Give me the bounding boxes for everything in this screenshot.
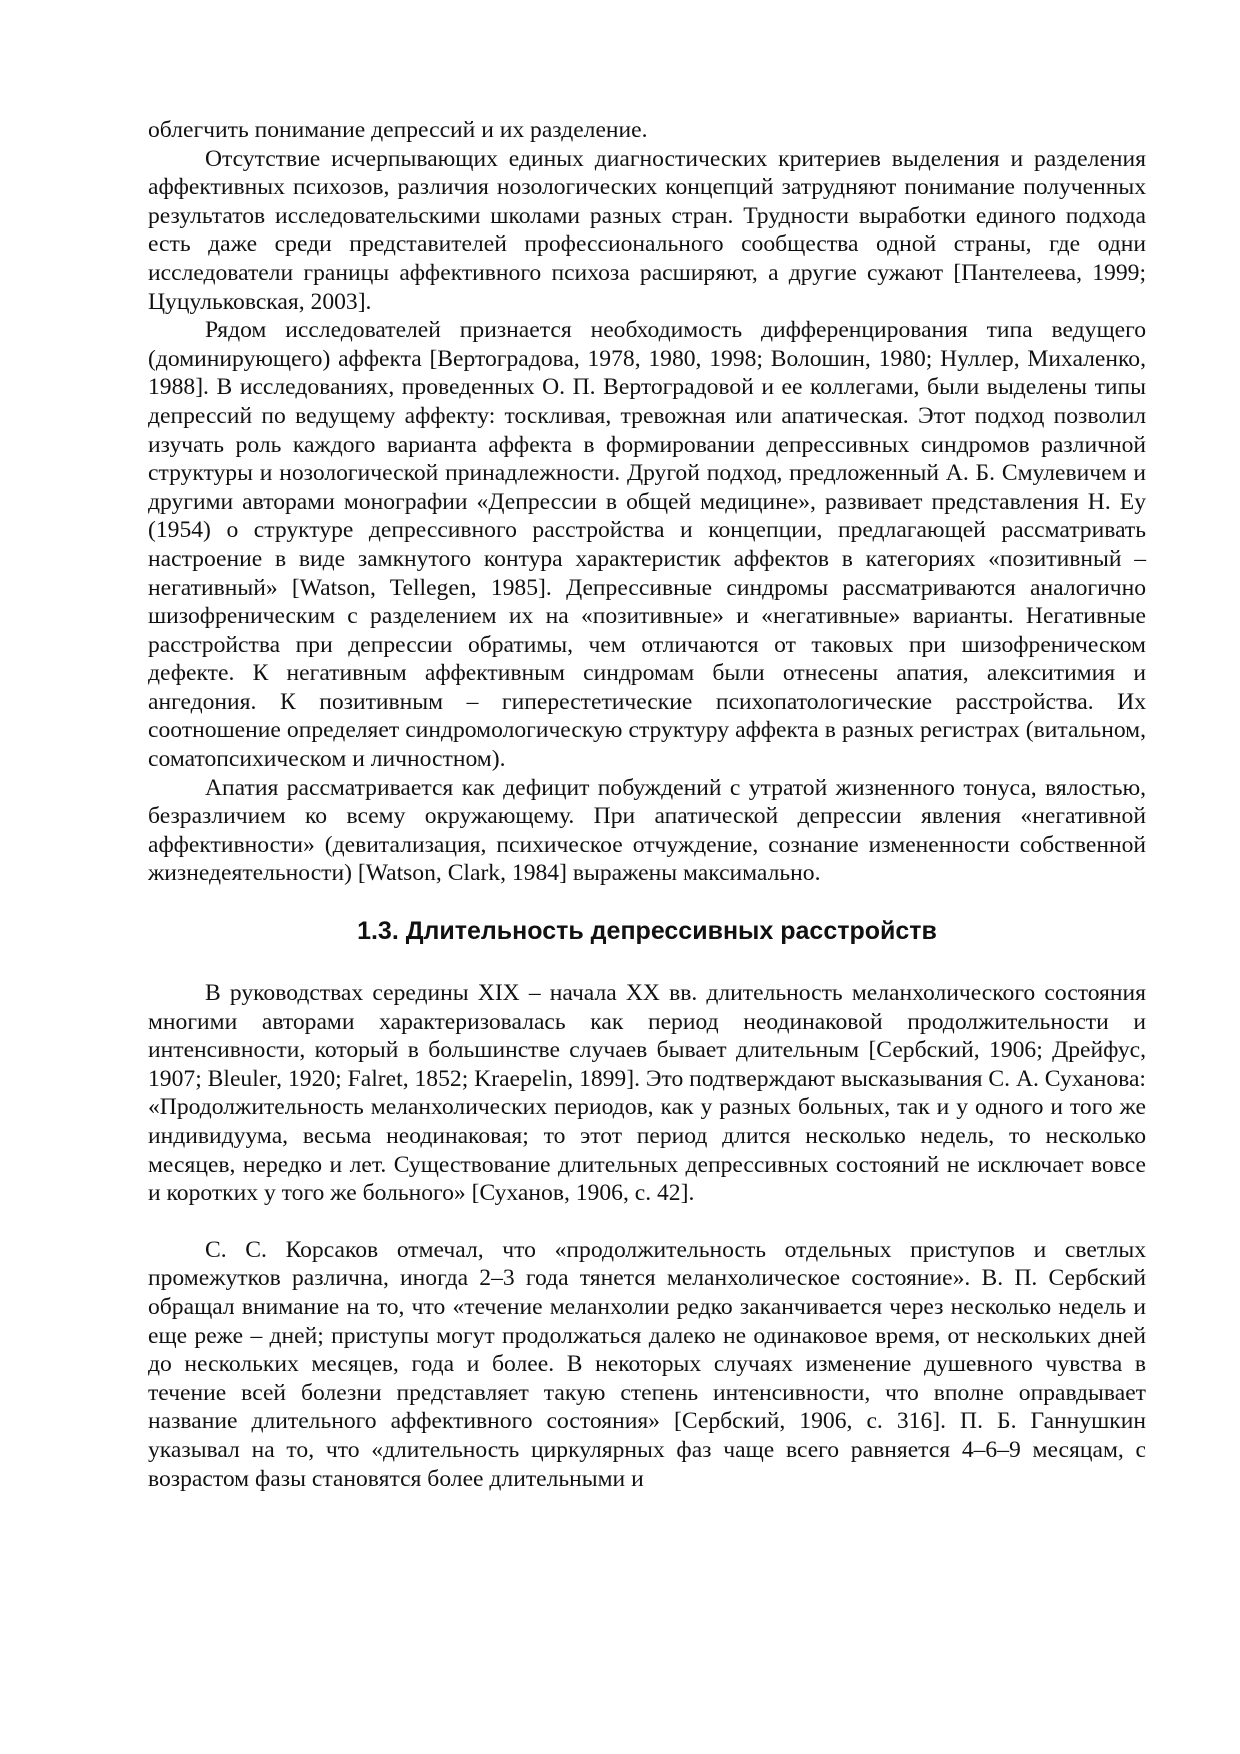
- paragraph-diagnostic-criteria: Отсутствие исчерпывающих единых диагностических критериев выделения и разделения аффективных психозов, различия нозологических концепций затрудняют понимание полученных результатов исследовательскими школами разных стран. Трудности выработки единого подхода есть даже среди представителей профессионального сообщества одной страны, где одни исследователи границы аффективного психоза расширяют, а другие сужают [Пантелеева, 1999; Цуцульковская, 2003].: [148, 145, 1146, 315]
- section-heading: 1.3. Длительность депрессивных расстройств: [357, 917, 937, 946]
- paragraph-affect-types: Рядом исследователей признается необходимость дифференцирования типа ведущего (доминирующего) аффекта [Вертоградова, 1978, 1980, 1998; Волошин, 1980; Нуллер, Михаленко, 1988]. В исследованиях, проведенных О. П. Вертоградовой и ее коллегами, были выделены типы депрессий по ведущему аффекту: тоскливая, тревожная или апатическая. Этот подход позволил изучать роль каждого варианта аффекта в формировании депрессивных синдромов различной структуры и нозологической принадлежности. Другой подход, предложенный А. Б. Смулевичем и другими авторами монографии «Депрессии в общей медицине», развивает представления Н. Еу (1954) о структуре депрессивного расстройства и концепции, предлагающей рассматривать настроение в виде замкнутого контура характеристик аффектов в категориях «позитивный – негативный» [Watson, Tellegen, 1985]. Депрессивные синдромы рассматриваются аналогично шизофреническим с разделением их на «позитивные» и «негативные» варианты. Негативные расстройства при депрессии обратимы, чем отличаются от таковых при шизофреническом дефекте. К негативным аффективным синдромам были отнесены апатия, алекситимия и ангедония. К позитивным – гиперестетические психопатологические расстройства. Их соотношение определяет синдромологическую структуру аффекта в разных регистрах (витальном, соматопсихическом и личностном).: [148, 317, 1146, 773]
- paragraph-apathy: Апатия рассматривается как дефицит побуждений с утратой жизненного тонуса, вялостью, безразличием ко всему окружающему. При апатической депрессии явления «негативной аффективности» (девитализация, психическое отчуждение, сознание измененности собственной жизнедеятельности) [Watson, Clark, 1984] выражены максимально.: [148, 774, 1146, 887]
- paragraph-gap: [148, 1208, 1146, 1236]
- paragraph-continuation: облегчить понимание депрессий и их разделение.: [148, 117, 648, 143]
- paragraph-korsakov: С. С. Корсаков отмечал, что «продолжительность отдельных приступов и светлых промежутков различна, иногда 2–3 года тянется меланхолическое состояние». В. П. Сербский обращал внимание на то, что «течение меланхолии редко заканчивается через несколько недель и еще реже – дней; приступы могут продолжаться далеко не одинаковое время, от нескольких дней до нескольких месяцев, года и более. В некоторых случаях изменение душевного чувства в течение всей болезни представляет такую степень интенсивности, что вполне оправдывает название длительного аффективного состояния» [Сербский, 1906, с. 316]. П. Б. Ганнушкин указывал на то, что «длительность циркулярных фаз чаще всего равняется 4–6–9 месяцам, с возрастом фазы становятся более длительными и: [148, 1236, 1146, 1492]
- document-page: [148, 116, 1146, 1493]
- paragraph-duration-history: В руководствах середины XIX – начала XX вв. длительность меланхолического состояния многими авторами характеризовалась как период неодинаковой продолжительности и интенсивности, который в большинстве случаев бывает длительным [Сербский, 1906; Дрейфус, 1907; Bleuler, 1920; Falret, 1852; Kraepelin, 1899]. Это подтверждают высказывания С. А. Суханова: «Продолжительность меланхолических периодов, как у разных больных, так и у одного и того же индивидуума, весьма неодинаковая; то этот период длится несколько недель, то несколько месяцев, нередко и лет. Существование длительных депрессивных состояний не исключает вовсе и коротких у того же больного» [Суханов, 1906, с. 42].: [148, 980, 1146, 1207]
